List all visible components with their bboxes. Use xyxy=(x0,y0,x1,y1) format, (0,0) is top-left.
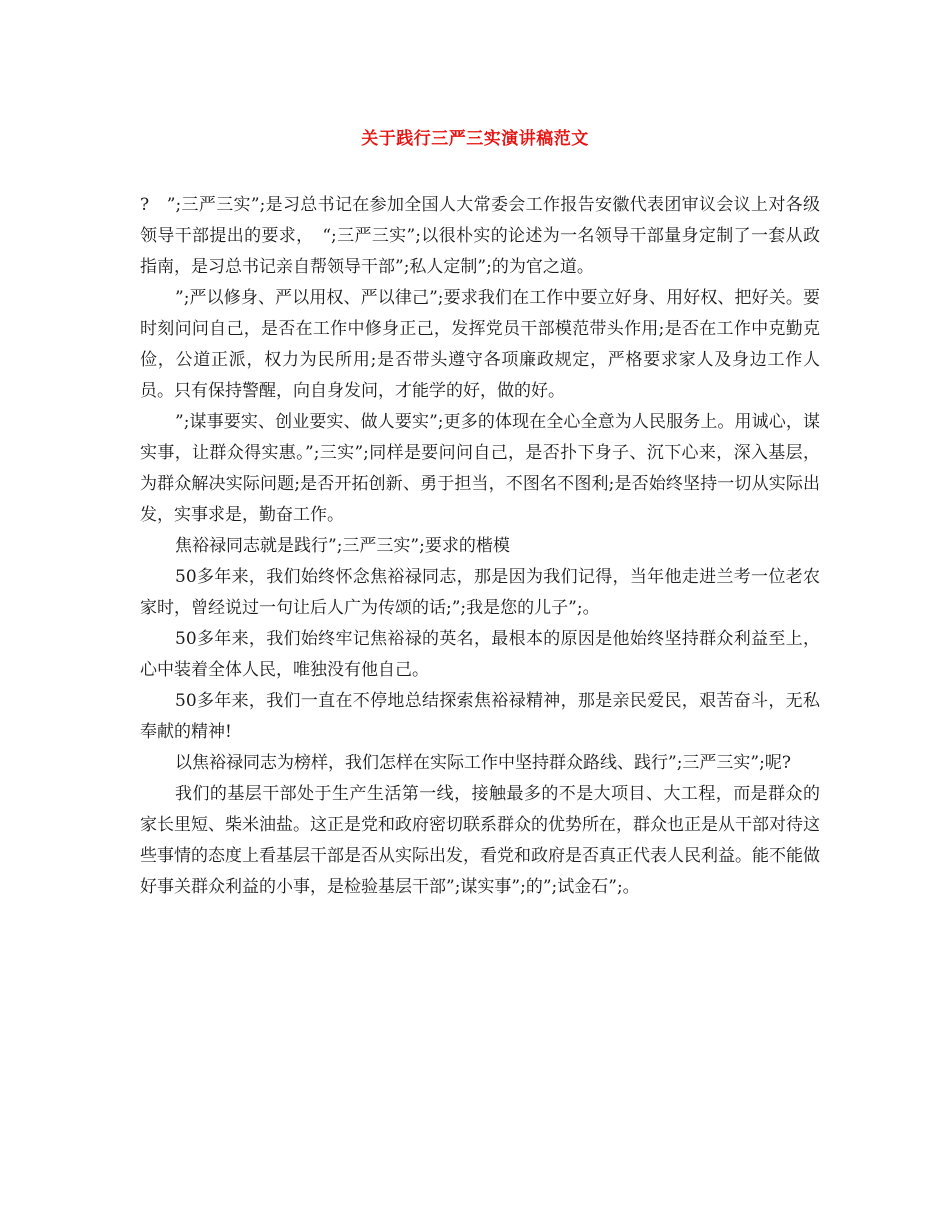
paragraph-4: 焦裕禄同志就是践行”;三严三实”;要求的楷模 xyxy=(175,536,510,556)
paragraph-8: 以焦裕禄同志为榜样，我们怎样在实际工作中坚持群众路线、践行”;三严三实”;呢? xyxy=(175,753,791,773)
document-body xyxy=(140,190,820,903)
paragraph-7: 50多年来，我们一直在不停地总结探索焦裕禄精神，那是亲民爱民，艰苦奋斗，无私奉献的精神! xyxy=(140,691,820,742)
paragraph-6: 50多年来，我们始终牢记焦裕禄的英名，最根本的原因是他始终坚持群众利益至上，心中装着全体人民，唯独没有他自己。 xyxy=(140,629,820,680)
paragraph-1: ? ”;三严三实”;是习总书记在参加全国人大常委会工作报告安徽代表团审议会议上对各级领导干部提出的要求， “;三严三实”;以很朴实的论述为一名领导干部量身定制了一套从政指南，是习总书记亲自帮领导干部”;私人定制”;的为官之道。 xyxy=(140,195,820,277)
paragraph-5: 50多年来，我们始终怀念焦裕禄同志，那是因为我们记得，当年他走进兰考一位老农家时，曾经说过一句让后人广为传颂的话;”;我是您的儿子”;。 xyxy=(140,567,820,618)
paragraph-2: ”;严以修身、严以用权、严以律己”;要求我们在工作中要立好身、用好权、把好关。要时刻问问自己，是否在工作中修身正己，发挥党员干部模范带头作用;是否在工作中克勤克俭，公道正派，权力为民所用;是否带头遵守各项廉政规定，严格要求家人及身边工作人员。只有保持警醒，向自身发问，才能学的好，做的好。 xyxy=(140,288,820,401)
paragraph-9: 我们的基层干部处于生产生活第一线，接触最多的不是大项目、大工程，而是群众的家长里短、柴米油盐。这正是党和政府密切联系群众的优势所在，群众也正是从干部对待这些事情的态度上看基层干部是否从实际出发，看党和政府是否真正代表人民利益。能不能做好事关群众利益的小事，是检验基层干部”;谋实事”;的”;试金石”;。 xyxy=(140,784,820,897)
document-title: 关于践行三严三实演讲稿范文 xyxy=(361,129,589,149)
paragraph-3: ”;谋事要实、创业要实、做人要实”;更多的体现在全心全意为人民服务上。用诚心，谋实事，让群众得实惠。”;三实”;同样是要问问自己，是否扑下身子、沉下心来，深入基层，为群众解决实际问题;是否开拓创新、勇于担当，不图名不图利;是否始终坚持一切从实际出发，实事求是，勤奋工作。 xyxy=(140,412,820,525)
